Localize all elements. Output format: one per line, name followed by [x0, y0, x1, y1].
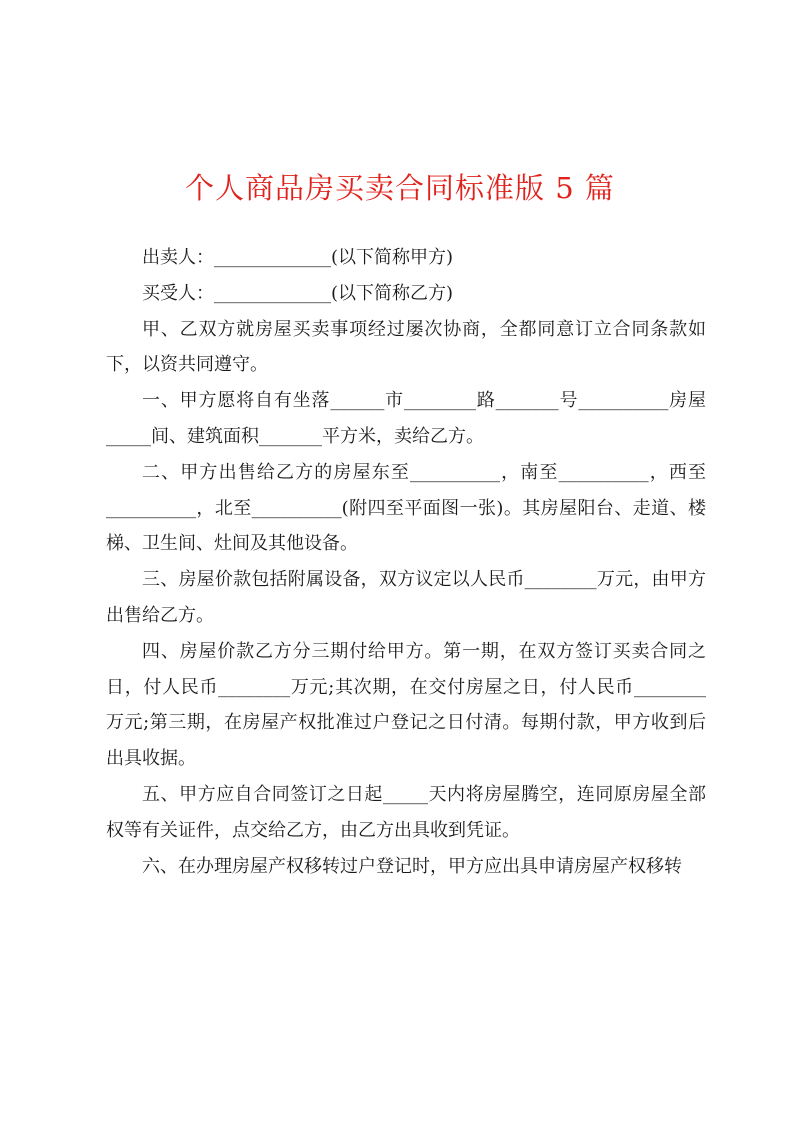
paragraph-clause-3: 三、房屋价款包括附属设备，双方议定以人民币________万元，由甲方出售给乙方。 [106, 569, 706, 626]
paragraph-clause-1: 一、甲方愿将自有坐落______市________路_______号__________房屋_____间、建筑面积_______平方米，卖给乙方。 [106, 390, 706, 447]
paragraph-seller: 出卖人：_____________(以下简称甲方) [142, 247, 454, 268]
document-body [106, 240, 706, 884]
document-title: 个人商品房买卖合同标准版 5 篇 [185, 171, 615, 205]
paragraph-clause-2: 二、甲方出售给乙方的房屋东至__________，南至__________，西至__________，北至__________(附四至平面图一张)。其房屋阳台、走道、楼梯、卫生间、灶间及其他设备。 [106, 461, 706, 555]
paragraph-clause-6: 六、在办理房屋产权移转过户登记时，甲方应出具申请房屋产权移转 [142, 855, 682, 877]
paragraph-clause-4: 四、房屋价款乙方分三期付给甲方。第一期，在双方签订买卖合同之日，付人民币________万元;其次期，在交付房屋之日，付人民币________万元;第三期，在房屋产权批准过户登记之日付清。每期付款，甲方收到后出具收据。 [106, 640, 706, 770]
paragraph-preamble: 甲、乙双方就房屋买卖事项经过屡次协商，全都同意订立合同条款如下，以资共同遵守。 [106, 318, 706, 376]
paragraph-clause-5: 五、甲方应自合同签订之日起_____天内将房屋腾空，连同原房屋全部权等有关证件，点交给乙方，由乙方出具收到凭证。 [106, 783, 706, 841]
paragraph-buyer: 买受人：_____________(以下简称乙方) [142, 282, 454, 304]
